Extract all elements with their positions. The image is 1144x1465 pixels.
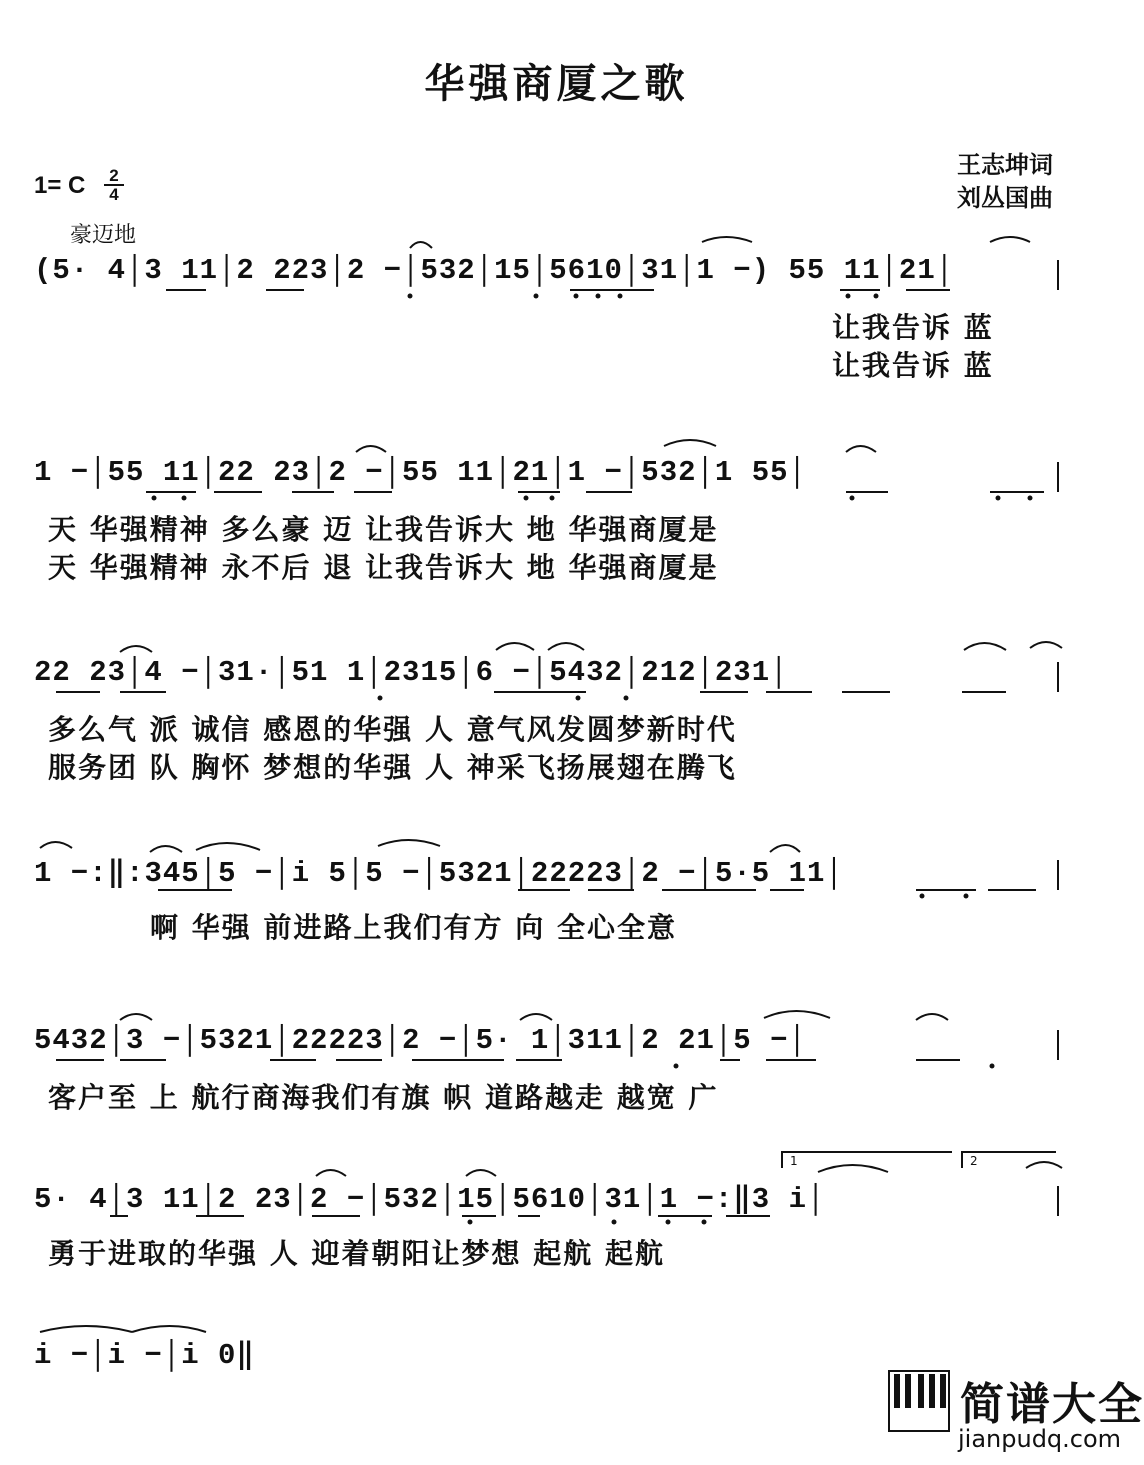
score-line-1-lyric-verse-1: 让我告诉 蓝 — [832, 311, 994, 344]
volta-2-label: 2 — [970, 1154, 978, 1168]
piano-keys-logo-icon — [888, 1370, 950, 1432]
watermark-site-name: 简谱大全 — [960, 1379, 1144, 1430]
lyricist-credit: 王志坤词 — [957, 151, 1053, 179]
tempo-marking: 豪迈地 — [70, 223, 137, 248]
volta-1-label: 1 — [790, 1154, 798, 1168]
time-signature-bottom: 4 — [109, 185, 119, 204]
time-signature-top: 2 — [109, 166, 119, 185]
score-line-1-lyric-verse-2: 让我告诉 蓝 — [832, 349, 994, 382]
score-line-3-notes: 22 23│4 −│31·│51 1│2315│6 −│5432│212│231│ — [34, 656, 789, 689]
composer-credit: 刘丛国曲 — [957, 184, 1053, 212]
score-line-3-lyric-verse-1: 多么气 派 诚信 感恩的华强 人 意气风发圆梦新时代 — [48, 713, 737, 746]
score-line-3-lyric-verse-2: 服务团 队 胸怀 梦想的华强 人 神采飞扬展翅在腾飞 — [48, 751, 737, 784]
key-signature: 1= C — [34, 172, 86, 199]
score-line-2-lyric-verse-1: 天 华强精神 多么豪 迈 让我告诉大 地 华强商厦是 — [48, 513, 719, 546]
score-line-5-lyric: 客户至 上 航行商海我们有旗 帜 道路越走 越宽 广 — [48, 1081, 719, 1114]
score-line-6-lyric: 勇于进取的华强 人 迎着朝阳让梦想 起航 起航 — [48, 1237, 665, 1270]
score-line-5-notes: 5432│3 −│5321│22223│2 −│5· 1│311│2 21│5 −│ — [34, 1024, 807, 1057]
score-line-2-notes: 1 −│55 11│22 23│2 −│55 11│21│1 −│532│1 55│ — [34, 456, 807, 489]
score-line-2-lyric-verse-2: 天 华强精神 永不后 退 让我告诉大 地 华强商厦是 — [48, 551, 719, 584]
watermark-site-url: jianpudq.com — [958, 1425, 1122, 1453]
score-line-7-notes: i −│i −│i 0‖ — [34, 1339, 255, 1372]
score-line-6-notes: 5· 4│3 11│2 23│2 −│532│15│5610│31│1 −:‖3 i│ — [34, 1183, 826, 1216]
score-line-4-lyric: 啊 华强 前进路上我们有方 向 全心全意 — [150, 911, 677, 944]
song-title: 华强商厦之歌 — [424, 61, 689, 107]
score-line-4-notes: 1 −:‖:345│5 −│i 5│5 −│5321│22223│2 −│5·5 11│ — [34, 857, 844, 890]
score-line-1-notes: (5· 4│3 11│2 223│2 −│532│15│5610│31│1 −) 55 11│21│ — [34, 254, 955, 287]
